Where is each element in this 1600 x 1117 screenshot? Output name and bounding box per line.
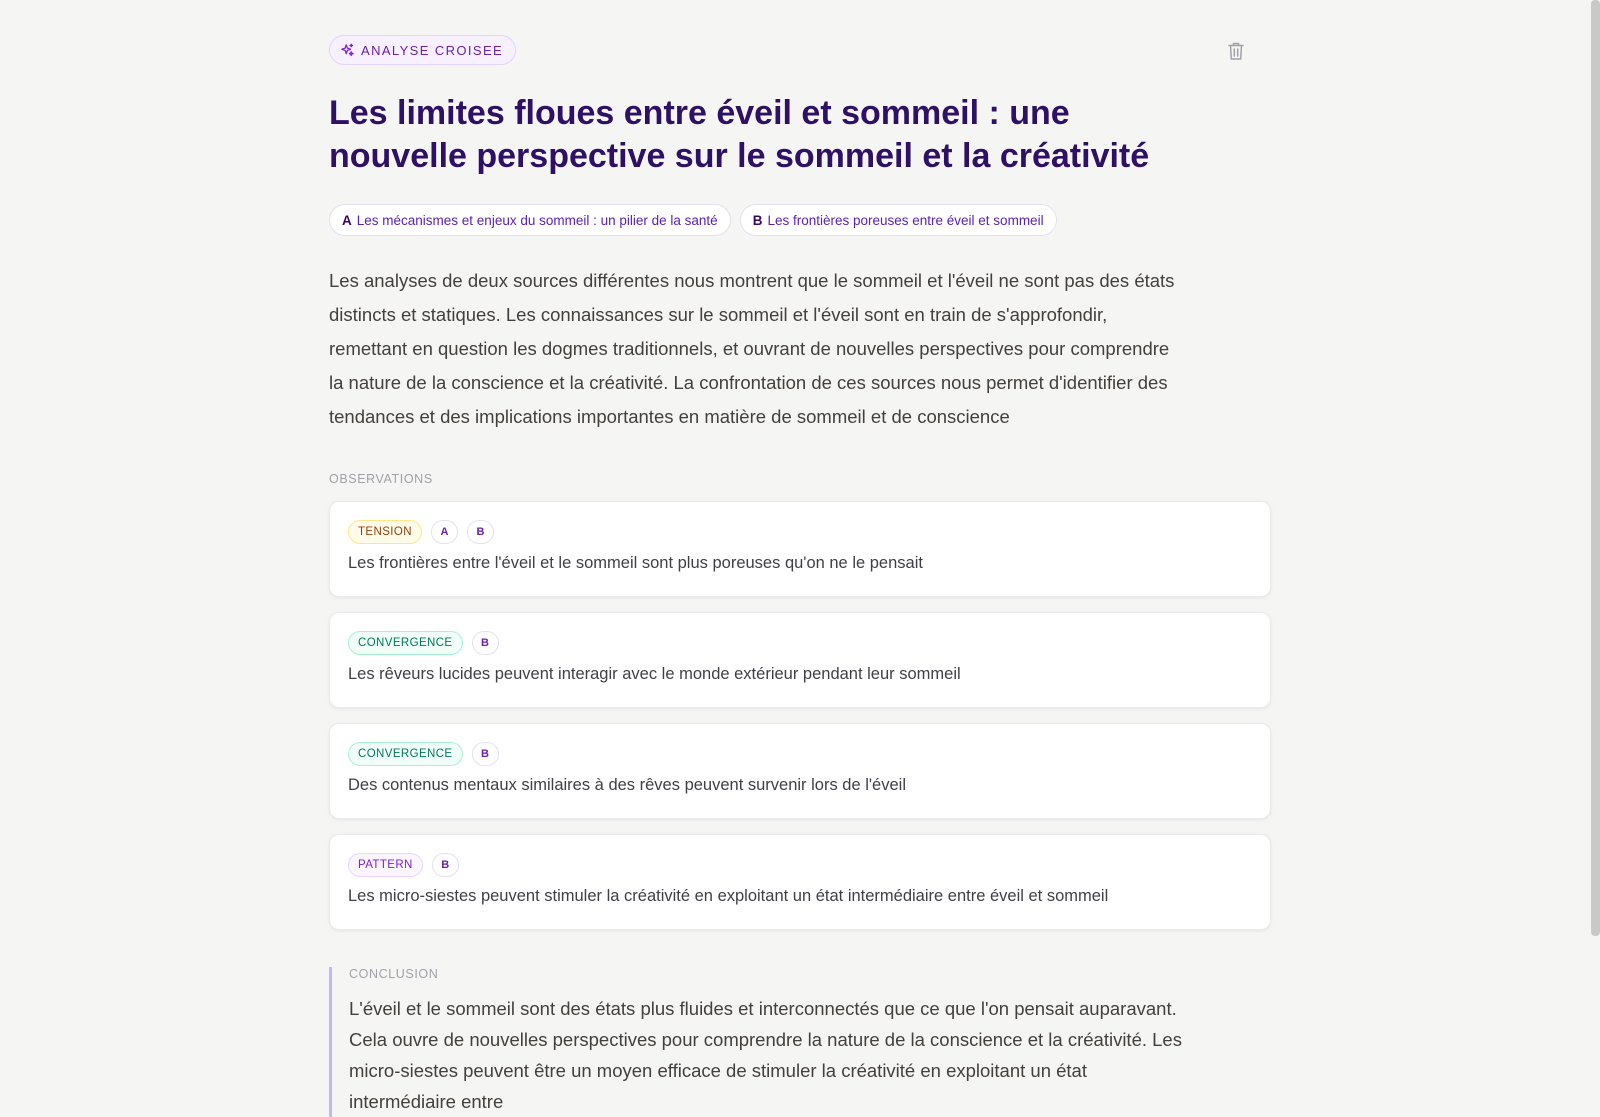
analysis-type-badge [329, 35, 516, 65]
conclusion-heading: CONCLUSION [349, 967, 439, 981]
analysis-type-label: ANALYSE CROISEE [361, 42, 504, 58]
observation-type-badge: TENSION [348, 520, 422, 544]
source-ref-badge: B [467, 520, 494, 544]
observation-text: Les frontières entre l'éveil et le sommeil sont plus poreuses qu'on ne le pensait [348, 554, 923, 572]
trash-icon [1227, 41, 1245, 61]
observation-list [329, 501, 1271, 930]
observation-text: Les micro-siestes peuvent stimuler la créativité en exploitant un état intermédiaire entre éveil et sommeil [348, 887, 1109, 905]
sparkles-icon [340, 43, 355, 58]
source-ref-badge: B [472, 742, 499, 766]
source-letter: A [342, 212, 352, 228]
observation-card [329, 612, 1271, 708]
source-ref-badge: A [431, 520, 458, 544]
observation-text: Des contenus mentaux similaires à des rêves peuvent survenir lors de l'éveil [348, 776, 906, 794]
delete-button[interactable] [1227, 41, 1245, 61]
source-letter: B [752, 212, 763, 228]
observations-heading: OBSERVATIONS [329, 472, 433, 486]
source-ref-badge: B [432, 853, 459, 877]
conclusion-text: L'éveil et le sommeil sont des états plus fluides et interconnectés que ce que l'on pensait auparavant. Cela ouvre de nouvelles perspectives pour comprendre la nature de la conscience et la créativité. Les micro-siestes peuvent être un moyen efficace de stimuler la créativité en exploitant un état intermédiaire entre [349, 998, 1182, 1112]
cross-analysis-page [329, 0, 1271, 1117]
source-list [329, 204, 1271, 236]
conclusion-block [329, 967, 1189, 1117]
observation-tags [348, 853, 1252, 877]
page-title: Les limites floues entre éveil et sommeil : une nouvelle perspective sur le sommeil et la créativité [329, 94, 1150, 175]
observation-tags [348, 631, 1252, 655]
source-ref-badge: B [472, 631, 499, 655]
source-label: Les frontières poreuses entre éveil et sommeil [767, 212, 1044, 228]
observation-text: Les rêveurs lucides peuvent interagir avec le monde extérieur pendant leur sommeil [348, 665, 961, 683]
observation-tags [348, 520, 1252, 544]
observation-tags [348, 742, 1252, 766]
source-pill-b[interactable] [740, 204, 1057, 236]
source-label: Les mécanismes et enjeux du sommeil : un pilier de la santé [356, 212, 718, 228]
top-bar [329, 0, 1271, 66]
observation-card [329, 501, 1271, 597]
summary-paragraph: Les analyses de deux sources différentes nous montrent que le sommeil et l'éveil ne sont pas des états distincts et statiques. Les connaissances sur le sommeil et l'éveil sont en train de s'approfondir, remettant en question les dogmes traditionnels, et ouvrant de nouvelles perspectives pour comprendre la nature de la conscience et la créativité. La confrontation de ces sources nous permet d'identifier des tendances et des implications importantes en matière de sommeil et de conscience [329, 270, 1175, 427]
source-pill-a[interactable] [329, 204, 731, 236]
observation-card [329, 834, 1271, 930]
observation-type-badge: CONVERGENCE [348, 631, 463, 655]
scrollbar-thumb[interactable] [1591, 0, 1600, 936]
observation-type-badge: CONVERGENCE [348, 742, 463, 766]
observation-type-badge: PATTERN [348, 853, 423, 877]
observation-card [329, 723, 1271, 819]
